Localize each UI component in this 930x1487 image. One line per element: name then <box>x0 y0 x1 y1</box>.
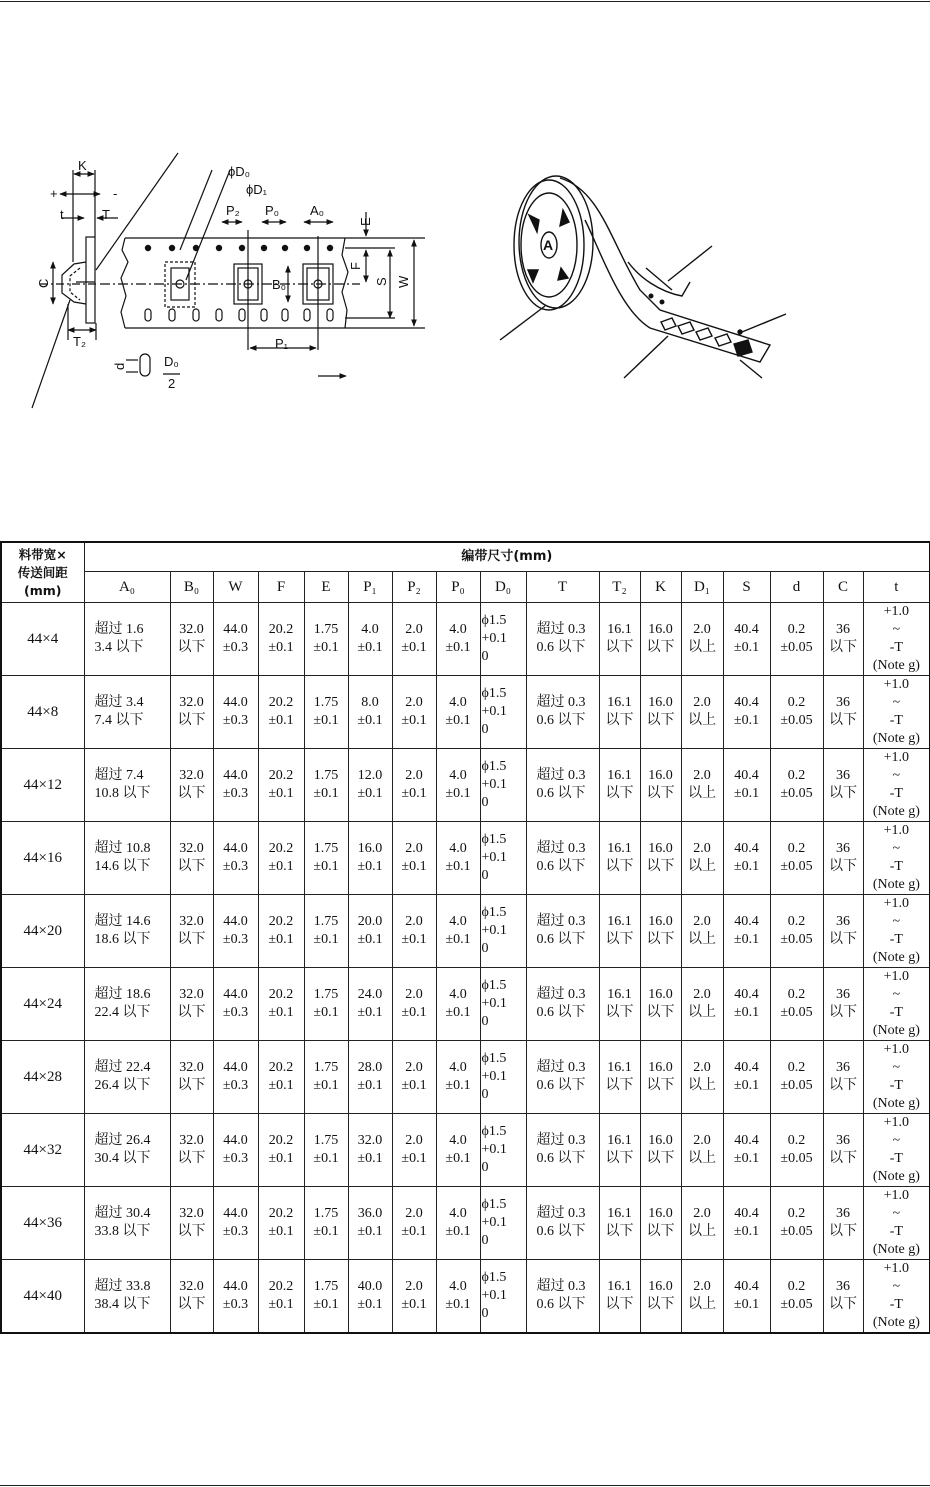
column-header: A₀ <box>84 572 170 603</box>
cell-s: 40.4 ±0.1 <box>723 968 770 1041</box>
cell-k: 16.0 以下 <box>640 676 681 749</box>
cell-t2: 16.1 以下 <box>599 822 640 895</box>
table-row <box>1 676 930 749</box>
row-label: 44×36 <box>1 1187 84 1260</box>
tape-dimension-figure <box>0 130 930 430</box>
cell-c: 36 以下 <box>823 1041 863 1114</box>
cell-t: +1.0 ~ -T (Note g) <box>863 1041 930 1114</box>
cell-f: 20.2 ±0.1 <box>258 1260 304 1334</box>
row-label: 44×24 <box>1 968 84 1041</box>
cell-t2: 16.1 以下 <box>599 749 640 822</box>
cell-s: 40.4 ±0.1 <box>723 749 770 822</box>
cell-t2: 16.1 以下 <box>599 676 640 749</box>
cell-p2: 2.0 ±0.1 <box>392 676 436 749</box>
column-header: B₀ <box>170 572 213 603</box>
cell-d0: ϕ1.5 +0.1 0 <box>480 1041 526 1114</box>
label-K: K <box>78 158 87 173</box>
cell-d1: 2.0 以上 <box>681 676 723 749</box>
cell-c: 36 以下 <box>823 676 863 749</box>
cell-d1: 2.0 以上 <box>681 1114 723 1187</box>
cell-b0: 32.0 以下 <box>170 603 213 676</box>
table-row <box>1 822 930 895</box>
cell-d0: ϕ1.5 +0.1 0 <box>480 1260 526 1334</box>
cell-s: 40.4 ±0.1 <box>723 603 770 676</box>
cell-c: 36 以下 <box>823 895 863 968</box>
cell-a0: 超过 3.4 7.4 以下 <box>84 676 170 749</box>
row-label: 44×20 <box>1 895 84 968</box>
cell-b0: 32.0 以下 <box>170 1041 213 1114</box>
cell-d0: ϕ1.5 +0.1 0 <box>480 822 526 895</box>
cell-s: 40.4 ±0.1 <box>723 1187 770 1260</box>
cell-d0: ϕ1.5 +0.1 0 <box>480 1114 526 1187</box>
cell-w: 44.0 ±0.3 <box>213 1187 258 1260</box>
cell-b0: 32.0 以下 <box>170 1114 213 1187</box>
cell-w: 44.0 ±0.3 <box>213 749 258 822</box>
cell-f: 20.2 ±0.1 <box>258 822 304 895</box>
cell-b0: 32.0 以下 <box>170 968 213 1041</box>
cell-k: 16.0 以下 <box>640 968 681 1041</box>
cell-d: 0.2 ±0.05 <box>770 749 823 822</box>
cell-c: 36 以下 <box>823 822 863 895</box>
cell-p2: 2.0 ±0.1 <box>392 1114 436 1187</box>
cell-p1: 20.0 ±0.1 <box>348 895 392 968</box>
cell-d0: ϕ1.5 +0.1 0 <box>480 968 526 1041</box>
cell-t: +1.0 ~ -T (Note g) <box>863 1187 930 1260</box>
column-header: P₀ <box>436 572 480 603</box>
cell-p0: 4.0 ±0.1 <box>436 968 480 1041</box>
cell-t2: 16.1 以下 <box>599 895 640 968</box>
cell-e: 1.75 ±0.1 <box>304 968 348 1041</box>
cell-k: 16.0 以下 <box>640 603 681 676</box>
label-B0: B₀ <box>272 277 287 292</box>
cell-p0: 4.0 ±0.1 <box>436 603 480 676</box>
cell-s: 40.4 ±0.1 <box>723 1114 770 1187</box>
table-row <box>1 1114 930 1187</box>
cell-t2: 16.1 以下 <box>599 968 640 1041</box>
cell-b0: 32.0 以下 <box>170 1260 213 1334</box>
column-header: P₁ <box>348 572 392 603</box>
label-A0: A₀ <box>310 203 325 218</box>
cell-t: +1.0 ~ -T (Note g) <box>863 1114 930 1187</box>
cell-e: 1.75 ±0.1 <box>304 749 348 822</box>
cell-p2: 2.0 ±0.1 <box>392 603 436 676</box>
row-label: 44×8 <box>1 676 84 749</box>
label-d: d <box>112 362 127 370</box>
cell-t: 超过 0.3 0.6 以下 <box>526 1260 599 1334</box>
cell-k: 16.0 以下 <box>640 1041 681 1114</box>
label-T: T <box>102 207 110 222</box>
column-header: D₀ <box>480 572 526 603</box>
cell-d0: ϕ1.5 +0.1 0 <box>480 1187 526 1260</box>
cell-t2: 16.1 以下 <box>599 1114 640 1187</box>
cell-b0: 32.0 以下 <box>170 895 213 968</box>
cell-p2: 2.0 ±0.1 <box>392 895 436 968</box>
cell-d0: ϕ1.5 +0.1 0 <box>480 676 526 749</box>
table-row <box>1 968 930 1041</box>
cell-t: +1.0 ~ -T (Note g) <box>863 1260 930 1334</box>
table-row <box>1 1041 930 1114</box>
cell-p2: 2.0 ±0.1 <box>392 749 436 822</box>
cell-t: 超过 0.3 0.6 以下 <box>526 1114 599 1187</box>
cell-d1: 2.0 以上 <box>681 749 723 822</box>
column-header: K <box>640 572 681 603</box>
cell-p2: 2.0 ±0.1 <box>392 1260 436 1334</box>
bottom-rule <box>0 1485 930 1486</box>
cell-p0: 4.0 ±0.1 <box>436 895 480 968</box>
cell-d1: 2.0 以上 <box>681 895 723 968</box>
cell-w: 44.0 ±0.3 <box>213 1041 258 1114</box>
cell-a0: 超过 33.8 38.4 以下 <box>84 1260 170 1334</box>
cell-f: 20.2 ±0.1 <box>258 1114 304 1187</box>
table-row <box>1 1260 930 1334</box>
cell-c: 36 以下 <box>823 968 863 1041</box>
cell-w: 44.0 ±0.3 <box>213 676 258 749</box>
label-minus: - <box>113 186 118 201</box>
cell-f: 20.2 ±0.1 <box>258 1187 304 1260</box>
cell-s: 40.4 ±0.1 <box>723 1041 770 1114</box>
cell-p0: 4.0 ±0.1 <box>436 1114 480 1187</box>
cell-c: 36 以下 <box>823 1114 863 1187</box>
cell-f: 20.2 ±0.1 <box>258 895 304 968</box>
row-label: 44×12 <box>1 749 84 822</box>
column-header: F <box>258 572 304 603</box>
column-header: t <box>863 572 930 603</box>
cell-t: +1.0 ~ -T (Note g) <box>863 895 930 968</box>
cell-e: 1.75 ±0.1 <box>304 1041 348 1114</box>
label-plus: + <box>50 186 58 201</box>
cell-t: 超过 0.3 0.6 以下 <box>526 676 599 749</box>
cell-t: 超过 0.3 0.6 以下 <box>526 603 599 676</box>
column-header: d <box>770 572 823 603</box>
cell-t2: 16.1 以下 <box>599 1187 640 1260</box>
label-D0-half-den: 2 <box>168 376 176 391</box>
cell-k: 16.0 以下 <box>640 822 681 895</box>
cell-p0: 4.0 ±0.1 <box>436 1260 480 1334</box>
cell-d1: 2.0 以上 <box>681 1260 723 1334</box>
top-rule <box>0 1 930 2</box>
cell-a0: 超过 10.8 14.6 以下 <box>84 822 170 895</box>
cell-p2: 2.0 ±0.1 <box>392 1041 436 1114</box>
cell-e: 1.75 ±0.1 <box>304 1114 348 1187</box>
cell-d0: ϕ1.5 +0.1 0 <box>480 749 526 822</box>
cell-f: 20.2 ±0.1 <box>258 968 304 1041</box>
cell-d0: ϕ1.5 +0.1 0 <box>480 895 526 968</box>
cell-t: +1.0 ~ -T (Note g) <box>863 749 930 822</box>
cell-d: 0.2 ±0.05 <box>770 1114 823 1187</box>
label-P1: P₁ <box>275 336 289 351</box>
label-D1: ϕD₁ <box>246 182 268 197</box>
cell-t: 超过 0.3 0.6 以下 <box>526 1187 599 1260</box>
label-T2: T₂ <box>73 334 86 349</box>
column-header: T₂ <box>599 572 640 603</box>
column-header: E <box>304 572 348 603</box>
cell-w: 44.0 ±0.3 <box>213 968 258 1041</box>
row-label: 44×32 <box>1 1114 84 1187</box>
cell-c: 36 以下 <box>823 1187 863 1260</box>
cell-b0: 32.0 以下 <box>170 822 213 895</box>
cell-s: 40.4 ±0.1 <box>723 676 770 749</box>
cell-d: 0.2 ±0.05 <box>770 676 823 749</box>
label-D0: ϕD₀ <box>228 164 251 179</box>
cell-d0: ϕ1.5 +0.1 0 <box>480 603 526 676</box>
cell-k: 16.0 以下 <box>640 1114 681 1187</box>
label-F: F <box>348 262 363 270</box>
cell-d: 0.2 ±0.05 <box>770 1260 823 1334</box>
cell-p0: 4.0 ±0.1 <box>436 822 480 895</box>
cell-p0: 4.0 ±0.1 <box>436 749 480 822</box>
cell-a0: 超过 1.6 3.4 以下 <box>84 603 170 676</box>
cell-p2: 2.0 ±0.1 <box>392 968 436 1041</box>
cell-s: 40.4 ±0.1 <box>723 822 770 895</box>
cell-a0: 超过 18.6 22.4 以下 <box>84 968 170 1041</box>
cell-c: 36 以下 <box>823 1260 863 1334</box>
column-header: T <box>526 572 599 603</box>
label-S: S <box>374 277 389 286</box>
cell-p2: 2.0 ±0.1 <box>392 822 436 895</box>
cell-p1: 12.0 ±0.1 <box>348 749 392 822</box>
column-header: C <box>823 572 863 603</box>
cell-t: +1.0 ~ -T (Note g) <box>863 822 930 895</box>
cell-t: 超过 0.3 0.6 以下 <box>526 968 599 1041</box>
cell-w: 44.0 ±0.3 <box>213 1114 258 1187</box>
cell-d1: 2.0 以上 <box>681 1041 723 1114</box>
cell-p0: 4.0 ±0.1 <box>436 1041 480 1114</box>
cell-b0: 32.0 以下 <box>170 749 213 822</box>
cell-e: 1.75 ±0.1 <box>304 676 348 749</box>
cell-d: 0.2 ±0.05 <box>770 822 823 895</box>
row-label: 44×40 <box>1 1260 84 1334</box>
cell-e: 1.75 ±0.1 <box>304 603 348 676</box>
column-header: D₁ <box>681 572 723 603</box>
cell-b0: 32.0 以下 <box>170 1187 213 1260</box>
cell-t: +1.0 ~ -T (Note g) <box>863 676 930 749</box>
cell-t: 超过 0.3 0.6 以下 <box>526 895 599 968</box>
cell-p1: 36.0 ±0.1 <box>348 1187 392 1260</box>
cell-s: 40.4 ±0.1 <box>723 1260 770 1334</box>
cell-k: 16.0 以下 <box>640 895 681 968</box>
cell-e: 1.75 ±0.1 <box>304 1260 348 1334</box>
cell-w: 44.0 ±0.3 <box>213 822 258 895</box>
cell-a0: 超过 14.6 18.6 以下 <box>84 895 170 968</box>
cell-w: 44.0 ±0.3 <box>213 1260 258 1334</box>
cell-t2: 16.1 以下 <box>599 1260 640 1334</box>
label-C: C <box>36 278 51 288</box>
cell-d1: 2.0 以上 <box>681 968 723 1041</box>
cell-p1: 40.0 ±0.1 <box>348 1260 392 1334</box>
cell-w: 44.0 ±0.3 <box>213 603 258 676</box>
cell-p2: 2.0 ±0.1 <box>392 1187 436 1260</box>
cell-d: 0.2 ±0.05 <box>770 968 823 1041</box>
cell-p1: 8.0 ±0.1 <box>348 676 392 749</box>
cell-d1: 2.0 以上 <box>681 603 723 676</box>
cell-p0: 4.0 ±0.1 <box>436 676 480 749</box>
cell-d1: 2.0 以上 <box>681 822 723 895</box>
column-header: S <box>723 572 770 603</box>
cell-t: +1.0 ~ -T (Note g) <box>863 603 930 676</box>
cell-k: 16.0 以下 <box>640 1187 681 1260</box>
cell-t2: 16.1 以下 <box>599 603 640 676</box>
cell-b0: 32.0 以下 <box>170 676 213 749</box>
cell-k: 16.0 以下 <box>640 749 681 822</box>
corner-header: 料带宽× 传送间距 (mm) <box>1 542 84 603</box>
row-label: 44×16 <box>1 822 84 895</box>
cell-a0: 超过 7.4 10.8 以下 <box>84 749 170 822</box>
label-t: t <box>60 207 64 222</box>
cell-f: 20.2 ±0.1 <box>258 749 304 822</box>
cell-d: 0.2 ±0.05 <box>770 1187 823 1260</box>
cell-c: 36 以下 <box>823 603 863 676</box>
row-label: 44×28 <box>1 1041 84 1114</box>
table-row <box>1 603 930 676</box>
cell-p0: 4.0 ±0.1 <box>436 1187 480 1260</box>
tape-top-view <box>100 170 425 376</box>
group-header: 编带尺寸(mm) <box>84 542 930 572</box>
cell-a0: 超过 30.4 33.8 以下 <box>84 1187 170 1260</box>
table-row <box>1 1187 930 1260</box>
row-label: 44×4 <box>1 603 84 676</box>
cell-e: 1.75 ±0.1 <box>304 895 348 968</box>
cell-a0: 超过 22.4 26.4 以下 <box>84 1041 170 1114</box>
cell-d: 0.2 ±0.05 <box>770 1041 823 1114</box>
label-E: E <box>358 217 373 226</box>
cell-d: 0.2 ±0.05 <box>770 895 823 968</box>
cell-t: 超过 0.3 0.6 以下 <box>526 1041 599 1114</box>
cell-p1: 24.0 ±0.1 <box>348 968 392 1041</box>
cell-t: 超过 0.3 0.6 以下 <box>526 822 599 895</box>
tape-dimension-table <box>0 541 930 1334</box>
cell-s: 40.4 ±0.1 <box>723 895 770 968</box>
cell-p1: 28.0 ±0.1 <box>348 1041 392 1114</box>
reel-illustration <box>500 176 786 378</box>
column-header-row <box>1 572 930 603</box>
cell-c: 36 以下 <box>823 749 863 822</box>
reel-label-A: A <box>543 237 554 253</box>
cell-k: 16.0 以下 <box>640 1260 681 1334</box>
column-header: W <box>213 572 258 603</box>
cell-p1: 4.0 ±0.1 <box>348 603 392 676</box>
cell-t2: 16.1 以下 <box>599 1041 640 1114</box>
table-row <box>1 895 930 968</box>
cell-f: 20.2 ±0.1 <box>258 603 304 676</box>
label-D0-half-num: D₀ <box>164 354 179 369</box>
label-W: W <box>396 275 411 288</box>
cell-t: +1.0 ~ -T (Note g) <box>863 968 930 1041</box>
cell-e: 1.75 ±0.1 <box>304 822 348 895</box>
label-P0: P₀ <box>265 203 280 218</box>
cell-e: 1.75 ±0.1 <box>304 1187 348 1260</box>
cell-t: 超过 0.3 0.6 以下 <box>526 749 599 822</box>
cell-d1: 2.0 以上 <box>681 1187 723 1260</box>
cell-w: 44.0 ±0.3 <box>213 895 258 968</box>
table-body <box>1 603 930 1334</box>
cell-f: 20.2 ±0.1 <box>258 676 304 749</box>
label-P2: P₂ <box>226 203 240 218</box>
cell-d: 0.2 ±0.05 <box>770 603 823 676</box>
cell-p1: 32.0 ±0.1 <box>348 1114 392 1187</box>
cell-a0: 超过 26.4 30.4 以下 <box>84 1114 170 1187</box>
cell-p1: 16.0 ±0.1 <box>348 822 392 895</box>
cell-f: 20.2 ±0.1 <box>258 1041 304 1114</box>
table-row <box>1 749 930 822</box>
column-header: P₂ <box>392 572 436 603</box>
